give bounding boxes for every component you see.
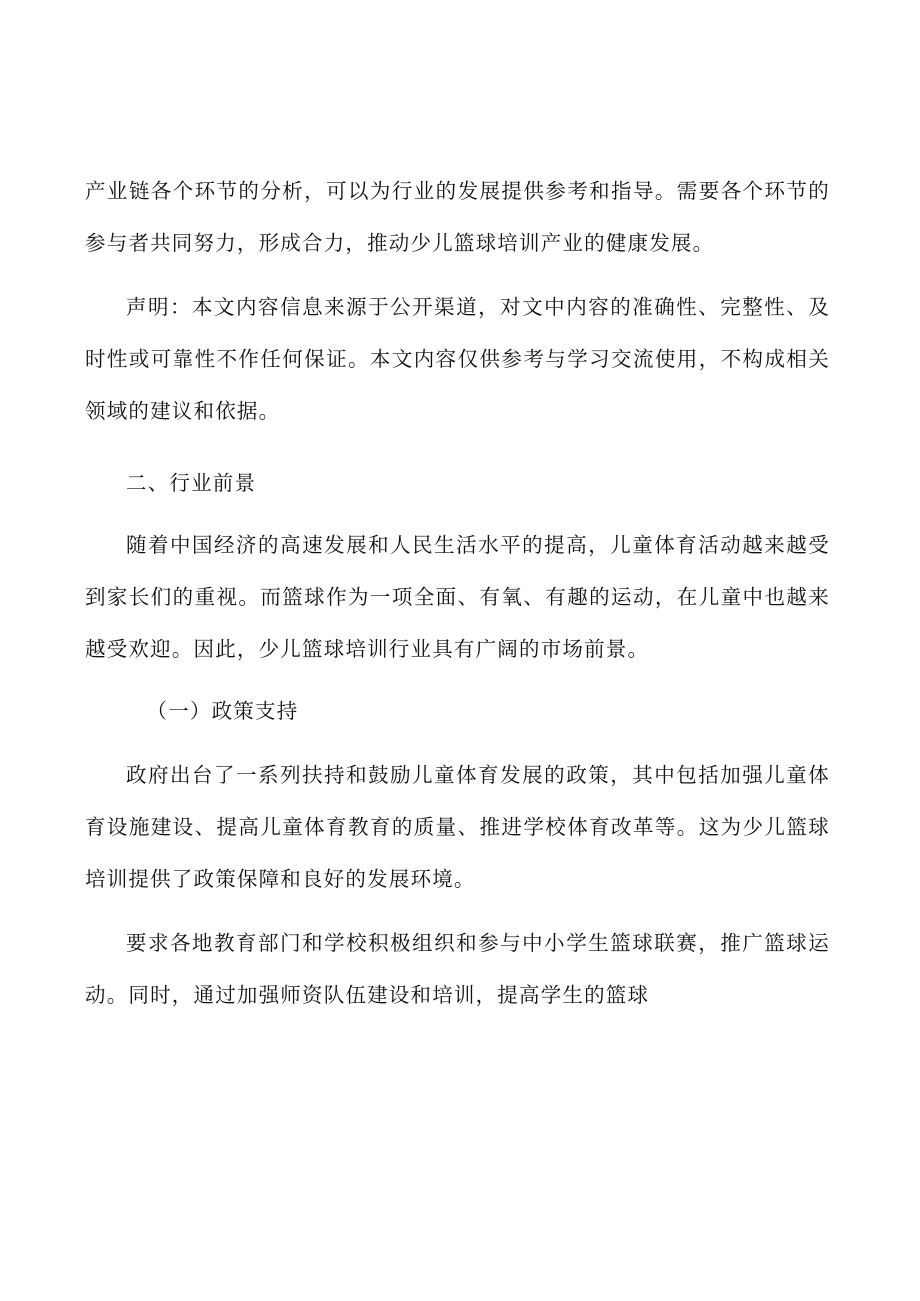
paragraph-industry-chain: 产业链各个环节的分析，可以为行业的发展提供参考和指导。需要各个环节的参与者共同努力，形成合力，推动少儿篮球培训产业的健康发展。 <box>85 179 830 255</box>
subsection-heading: （一）政策支持 <box>146 699 299 723</box>
paragraph-basketball-league: 要求各地教育部门和学校积极组织和参与中小学生篮球联赛，推广篮球运动。同时，通过加强师资队伍建设和培训，提高学生的篮球 <box>85 931 830 1007</box>
paragraph-policy-support: 政府出台了一系列扶持和鼓励儿童体育发展的政策，其中包括加强儿童体育设施建设、提高儿童体育教育的质量、推进学校体育改革等。这为少儿篮球培训提供了政策保障和良好的发展环境。 <box>85 763 830 891</box>
paragraph-disclaimer: 声明：本文内容信息来源于公开渠道，对文中内容的准确性、完整性、及时性或可靠性不作任何保证。本文内容仅供参考与学习交流使用，不构成相关领域的建议和依据。 <box>85 295 830 423</box>
paragraph-industry-outlook: 随着中国经济的高速发展和人民生活水平的提高，儿童体育活动越来越受到家长们的重视。而篮球作为一项全面、有氧、有趣的运动，在儿童中也越来越受欢迎。因此，少儿篮球培训行业具有广阔的市场前景。 <box>85 533 830 661</box>
section-heading: 二、行业前景 <box>126 471 257 495</box>
document-body <box>85 165 830 1021</box>
